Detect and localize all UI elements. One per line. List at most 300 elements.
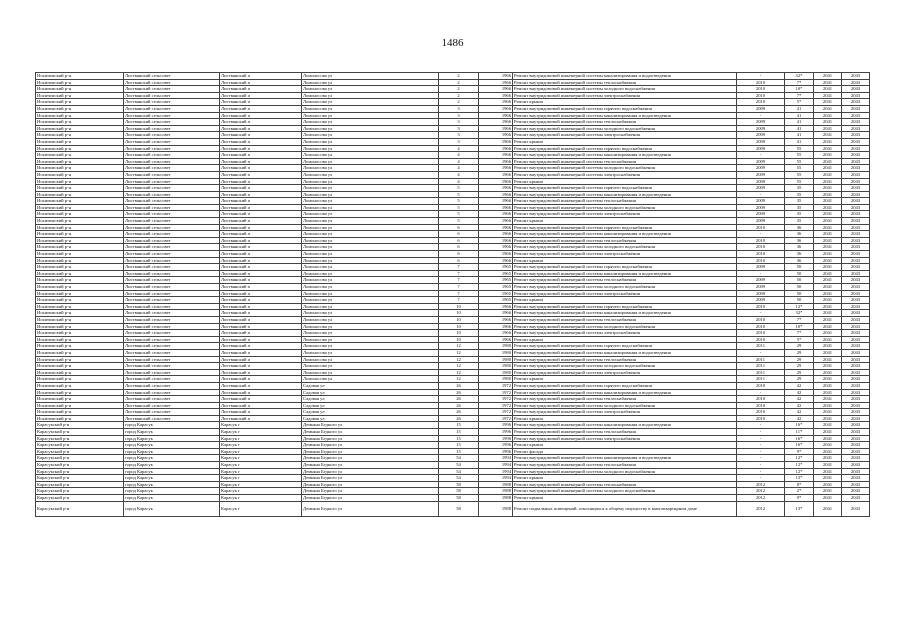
table-cell-house: 15 — [439, 442, 479, 449]
table-row — [36, 105, 870, 112]
table-cell-house: 54 — [439, 475, 479, 482]
table-cell-year_from: 2041 — [814, 86, 842, 93]
table-row — [36, 191, 870, 198]
table-cell-street: Демьяна Бедного ул — [302, 481, 439, 488]
table-cell-count: 29 — [785, 376, 814, 383]
table-row — [36, 290, 870, 297]
table-cell-year_planned: 2009 — [737, 218, 785, 225]
table-cell-year_to: 2043 — [842, 488, 870, 495]
table-cell-locality: Листвянский п — [220, 171, 302, 178]
table-cell-count: 2* — [785, 488, 814, 495]
table-row — [36, 125, 870, 132]
table-cell-street: Демьяна Бедного ул — [302, 501, 439, 516]
table-cell-count: 36 — [785, 251, 814, 258]
table-cell-count: 42 — [785, 409, 814, 416]
table-cell-year_planned: 2012 — [737, 481, 785, 488]
table-cell-house: 54 — [439, 462, 479, 469]
table-cell-work: Ремонт крыши — [513, 336, 737, 343]
table-cell-settlement: Листвянский сельсовет — [124, 152, 220, 159]
table-cell-year_from: 2041 — [814, 382, 842, 389]
table-cell-count: 12* — [785, 455, 814, 462]
table-cell-locality: Листвянский п — [220, 185, 302, 192]
table-cell-settlement: Листвянский сельсовет — [124, 198, 220, 205]
table-cell-count: 41 — [785, 138, 814, 145]
table-cell-locality: Листвянский п — [220, 270, 302, 277]
table-cell-settlement: Листвянский сельсовет — [124, 284, 220, 291]
table-cell-year: 1994 — [479, 462, 513, 469]
table-cell-year_planned: 2009 — [737, 138, 785, 145]
table-cell-locality: Листвянский п — [220, 277, 302, 284]
table-cell-count: 42 — [785, 415, 814, 422]
table-cell-year: 1988 — [479, 488, 513, 495]
table-cell-locality: Карасук г — [220, 475, 302, 482]
table-cell-street: Ломоносова ул — [302, 297, 439, 304]
table-cell-street: Демьяна Бедного ул — [302, 422, 439, 429]
table-cell-house: 3 — [439, 125, 479, 132]
table-cell-house: 6 — [439, 251, 479, 258]
table-cell-settlement: Листвянский сельсовет — [124, 356, 220, 363]
table-cell-year: 1966 — [479, 204, 513, 211]
table-cell-settlement: Листвянский сельсовет — [124, 330, 220, 337]
table-cell-year_from: 2041 — [814, 237, 842, 244]
table-cell-district: Искитимский р-н — [36, 198, 124, 205]
table-cell-district: Искитимский р-н — [36, 323, 124, 330]
table-cell-settlement: Листвянский сельсовет — [124, 86, 220, 93]
table-cell-year_from: 2041 — [814, 112, 842, 119]
table-cell-locality: Листвянский п — [220, 125, 302, 132]
table-cell-locality: Листвянский п — [220, 99, 302, 106]
table-cell-street: Ломоносова ул — [302, 218, 439, 225]
table-cell-year: 1965 — [479, 277, 513, 284]
table-cell-street: Садовая ул — [302, 415, 439, 422]
table-cell-count: 55 — [785, 145, 814, 152]
table-cell-count: 5* — [785, 336, 814, 343]
table-cell-year: 1966 — [479, 105, 513, 112]
table-cell-locality: Листвянский п — [220, 152, 302, 159]
table-cell-district: Карасукский р-н — [36, 435, 124, 442]
table-cell-year_planned: - — [737, 429, 785, 436]
table-cell-count: 35 — [785, 198, 814, 205]
table-cell-settlement: город Карасук — [124, 475, 220, 482]
table-cell-district: Искитимский р-н — [36, 270, 124, 277]
table-cell-count: 32* — [785, 73, 814, 80]
table-row — [36, 396, 870, 403]
table-cell-work: Ремонт крыши — [513, 178, 737, 185]
table-cell-year: 1966 — [479, 171, 513, 178]
table-cell-year: 1966 — [479, 79, 513, 86]
table-cell-street: Ломоносова ул — [302, 244, 439, 251]
table-cell-year: 1994 — [479, 475, 513, 482]
table-cell-street: Ломоносова ул — [302, 145, 439, 152]
table-cell-locality: Листвянский п — [220, 105, 302, 112]
table-cell-work: Ремонт внутридомовой инженерной системы холодного водоснабжения — [513, 284, 737, 291]
table-cell-year: 1988 — [479, 481, 513, 488]
table-cell-district: Искитимский р-н — [36, 303, 124, 310]
table-cell-locality: Листвянский п — [220, 415, 302, 422]
table-cell-count: 35 — [785, 191, 814, 198]
table-cell-settlement: Листвянский сельсовет — [124, 191, 220, 198]
table-cell-year_from: 2041 — [814, 79, 842, 86]
table-cell-district: Карасукский р-н — [36, 501, 124, 516]
table-cell-year_from: 2041 — [814, 224, 842, 231]
table-cell-settlement: Листвянский сельсовет — [124, 363, 220, 370]
table-cell-year_planned: 2010 — [737, 224, 785, 231]
table-cell-count: 36 — [785, 231, 814, 238]
table-cell-year_from: 2041 — [814, 244, 842, 251]
table-cell-year_from: 2041 — [814, 501, 842, 516]
table-cell-year: 1966 — [479, 99, 513, 106]
table-cell-year_planned: - — [737, 462, 785, 469]
table-cell-locality: Листвянский п — [220, 218, 302, 225]
table-cell-year_to: 2043 — [842, 402, 870, 409]
table-cell-district: Искитимский р-н — [36, 158, 124, 165]
table-cell-year: 1996 — [479, 448, 513, 455]
table-cell-settlement: город Карасук — [124, 462, 220, 469]
table-cell-street: Демьяна Бедного ул — [302, 429, 439, 436]
table-row — [36, 270, 870, 277]
table-cell-year_planned: 2009 — [737, 264, 785, 271]
table-cell-district: Искитимский р-н — [36, 382, 124, 389]
table-cell-year: 1980 — [479, 349, 513, 356]
table-cell-work: Ремонт внутридомовой инженерной системы канализирования и водоотведения — [513, 310, 737, 317]
table-row — [36, 158, 870, 165]
table-cell-work: Ремонт внутридомовой инженерной системы теплоснабжения — [513, 277, 737, 284]
table-cell-work: Ремонт фасада — [513, 448, 737, 455]
table-cell-year_planned: - — [737, 448, 785, 455]
table-cell-work: Ремонт внутридомовой инженерной системы горячего водоснабжения — [513, 224, 737, 231]
table-cell-settlement: город Карасук — [124, 468, 220, 475]
table-cell-year_from: 2041 — [814, 462, 842, 469]
table-cell-work: Ремонт крыши — [513, 475, 737, 482]
table-cell-district: Искитимский р-н — [36, 349, 124, 356]
table-cell-work: Ремонт внутридомовой инженерной системы горячего водоснабжения — [513, 343, 737, 350]
table-cell-count: 55 — [785, 178, 814, 185]
table-cell-year_from: 2041 — [814, 448, 842, 455]
table-cell-settlement: город Карасук — [124, 495, 220, 502]
table-cell-year: 1966 — [479, 251, 513, 258]
table-cell-year_to: 2043 — [842, 237, 870, 244]
table-row — [36, 462, 870, 469]
table-cell-locality: Листвянский п — [220, 224, 302, 231]
table-cell-year_from: 2041 — [814, 92, 842, 99]
table-cell-work: Ремонт крыши — [513, 99, 737, 106]
table-cell-street: Ломоносова ул — [302, 330, 439, 337]
table-cell-work: Ремонт внутридомовой инженерной системы теплоснабжения — [513, 79, 737, 86]
table-cell-year_to: 2043 — [842, 152, 870, 159]
table-cell-year: 1966 — [479, 198, 513, 205]
table-cell-locality: Листвянский п — [220, 73, 302, 80]
table-row — [36, 237, 870, 244]
table-cell-work: Ремонт внутридомовой инженерной системы теплоснабжения — [513, 429, 737, 436]
table-cell-district: Искитимский р-н — [36, 224, 124, 231]
table-cell-street: Ломоносова ул — [302, 349, 439, 356]
table-cell-house: 7 — [439, 297, 479, 304]
table-cell-year_to: 2043 — [842, 303, 870, 310]
table-cell-year_from: 2041 — [814, 145, 842, 152]
table-cell-district: Искитимский р-н — [36, 237, 124, 244]
table-cell-count: 7* — [785, 316, 814, 323]
table-cell-district: Искитимский р-н — [36, 376, 124, 383]
table-cell-work: Ремонт внутридомовой инженерной системы горячего водоснабжения — [513, 303, 737, 310]
table-cell-locality: Листвянский п — [220, 402, 302, 409]
table-cell-year: 1966 — [479, 178, 513, 185]
table-cell-district: Карасукский р-н — [36, 462, 124, 469]
table-cell-work: Ремонт внутридомовой инженерной системы электроснабжения — [513, 211, 737, 218]
table-cell-street: Демьяна Бедного ул — [302, 468, 439, 475]
table-cell-year: 1966 — [479, 257, 513, 264]
table-row — [36, 99, 870, 106]
table-cell-work: Ремонт внутридомовой инженерной системы канализирования и водоотведения — [513, 349, 737, 356]
table-cell-count: 32* — [785, 310, 814, 317]
table-cell-house: 3 — [439, 132, 479, 139]
table-cell-year: 1965 — [479, 297, 513, 304]
table-cell-year_from: 2041 — [814, 211, 842, 218]
table-cell-year_from: 2041 — [814, 435, 842, 442]
table-cell-year_to: 2043 — [842, 99, 870, 106]
table-cell-locality: Листвянский п — [220, 211, 302, 218]
table-cell-street: Ломоносова ул — [302, 237, 439, 244]
table-cell-street: Ломоносова ул — [302, 290, 439, 297]
table-cell-year_planned: 2009 — [737, 158, 785, 165]
table-cell-settlement: город Карасук — [124, 448, 220, 455]
table-cell-district: Искитимский р-н — [36, 138, 124, 145]
table-cell-year_from: 2041 — [814, 119, 842, 126]
table-cell-district: Искитимский р-н — [36, 310, 124, 317]
table-cell-year_to: 2043 — [842, 330, 870, 337]
table-cell-work: Ремонт крыши — [513, 415, 737, 422]
table-cell-work: Ремонт внутридомовой инженерной системы холодного водоснабжения — [513, 488, 737, 495]
table-cell-street: Демьяна Бедного ул — [302, 442, 439, 449]
table-cell-year_to: 2043 — [842, 277, 870, 284]
table-cell-locality: Карасук г — [220, 429, 302, 436]
table-cell-count: 50 — [785, 270, 814, 277]
table-cell-house: 26 — [439, 396, 479, 403]
table-cell-year_from: 2041 — [814, 369, 842, 376]
table-cell-street: Садовая ул — [302, 402, 439, 409]
table-cell-year_from: 2041 — [814, 488, 842, 495]
table-cell-settlement: Листвянский сельсовет — [124, 211, 220, 218]
table-cell-settlement: Листвянский сельсовет — [124, 396, 220, 403]
table-row — [36, 284, 870, 291]
table-cell-street: Ломоносова ул — [302, 310, 439, 317]
table-cell-year_from: 2041 — [814, 343, 842, 350]
table-row — [36, 369, 870, 376]
table-cell-year_from: 2041 — [814, 251, 842, 258]
table-cell-year_planned: 2011 — [737, 376, 785, 383]
table-cell-district: Искитимский р-н — [36, 389, 124, 396]
table-cell-year_to: 2043 — [842, 382, 870, 389]
table-cell-work: Ремонт внутридомовой инженерной системы канализирования и водоотведения — [513, 389, 737, 396]
table-row — [36, 297, 870, 304]
table-cell-district: Искитимский р-н — [36, 171, 124, 178]
table-row — [36, 488, 870, 495]
table-row — [36, 382, 870, 389]
table-cell-year_planned: 2010 — [737, 99, 785, 106]
table-row — [36, 316, 870, 323]
table-cell-district: Искитимский р-н — [36, 86, 124, 93]
table-cell-district: Искитимский р-н — [36, 277, 124, 284]
table-cell-year_planned: 2009 — [737, 178, 785, 185]
table-cell-year_to: 2043 — [842, 244, 870, 251]
table-cell-settlement: Листвянский сельсовет — [124, 270, 220, 277]
table-cell-settlement: Листвянский сельсовет — [124, 369, 220, 376]
table-cell-count: 55 — [785, 165, 814, 172]
table-cell-work: Ремонт внутридомовой инженерной системы холодного водоснабжения — [513, 323, 737, 330]
table-cell-year_from: 2041 — [814, 138, 842, 145]
table-cell-count: 36 — [785, 244, 814, 251]
table-cell-year_planned: 2010 — [737, 251, 785, 258]
table-cell-year_from: 2041 — [814, 152, 842, 159]
table-cell-house: 6 — [439, 244, 479, 251]
table-cell-year_planned: - — [737, 389, 785, 396]
table-row — [36, 409, 870, 416]
table-cell-locality: Листвянский п — [220, 290, 302, 297]
table-cell-street: Ломоносова ул — [302, 204, 439, 211]
table-cell-settlement: Листвянский сельсовет — [124, 303, 220, 310]
table-cell-count: 42 — [785, 382, 814, 389]
table-cell-settlement: город Карасук — [124, 429, 220, 436]
table-cell-settlement: Листвянский сельсовет — [124, 244, 220, 251]
table-cell-street: Ломоносова ул — [302, 99, 439, 106]
table-cell-year_planned: 2010 — [737, 396, 785, 403]
table-row — [36, 138, 870, 145]
table-row — [36, 73, 870, 80]
table-cell-year_to: 2043 — [842, 198, 870, 205]
table-cell-count: 12* — [785, 303, 814, 310]
table-cell-year_planned: 2009 — [737, 119, 785, 126]
table-cell-house: 15 — [439, 448, 479, 455]
table-cell-year_from: 2041 — [814, 105, 842, 112]
table-row — [36, 481, 870, 488]
table-row — [36, 356, 870, 363]
table-cell-house: 3 — [439, 119, 479, 126]
table-cell-locality: Листвянский п — [220, 336, 302, 343]
table-cell-house: 26 — [439, 389, 479, 396]
table-cell-house: 5 — [439, 218, 479, 225]
table-cell-year: 1966 — [479, 125, 513, 132]
table-cell-street: Демьяна Бедного ул — [302, 462, 439, 469]
table-cell-house: 4 — [439, 152, 479, 159]
table-cell-count: 36 — [785, 257, 814, 264]
table-cell-house: 2 — [439, 86, 479, 93]
table-cell-year: 1966 — [479, 145, 513, 152]
table-cell-year_to: 2043 — [842, 185, 870, 192]
table-cell-year_to: 2043 — [842, 165, 870, 172]
table-cell-work: Ремонт внутридомовой инженерной системы электроснабжения — [513, 435, 737, 442]
table-cell-street: Ломоносова ул — [302, 257, 439, 264]
table-cell-house: 12 — [439, 376, 479, 383]
table-cell-house: 7 — [439, 290, 479, 297]
table-row — [36, 204, 870, 211]
table-cell-house: 26 — [439, 409, 479, 416]
table-cell-year_planned: 2009 — [737, 125, 785, 132]
table-cell-locality: Листвянский п — [220, 297, 302, 304]
table-cell-year_planned: - — [737, 73, 785, 80]
table-cell-year: 1966 — [479, 132, 513, 139]
table-row — [36, 448, 870, 455]
table-cell-settlement: Листвянский сельсовет — [124, 415, 220, 422]
table-cell-house: 15 — [439, 435, 479, 442]
table-cell-settlement: Листвянский сельсовет — [124, 349, 220, 356]
table-cell-work: Ремонт внутридомовой инженерной системы электроснабжения — [513, 92, 737, 99]
table-cell-year_from: 2041 — [814, 356, 842, 363]
table-row — [36, 330, 870, 337]
table-cell-year: 1966 — [479, 323, 513, 330]
table-cell-year_from: 2041 — [814, 191, 842, 198]
table-cell-count: 35 — [785, 218, 814, 225]
table-cell-year_to: 2043 — [842, 171, 870, 178]
table-cell-locality: Листвянский п — [220, 396, 302, 403]
table-cell-year: 1980 — [479, 369, 513, 376]
table-cell-year_planned: 2009 — [737, 204, 785, 211]
table-cell-year_planned: 2009 — [737, 185, 785, 192]
table-cell-year_planned: - — [737, 191, 785, 198]
table-cell-settlement: Листвянский сельсовет — [124, 376, 220, 383]
table-cell-settlement: Листвянский сельсовет — [124, 178, 220, 185]
table-cell-settlement: Листвянский сельсовет — [124, 165, 220, 172]
table-cell-year_to: 2043 — [842, 481, 870, 488]
table-cell-work: Ремонт крыши — [513, 138, 737, 145]
table-row — [36, 224, 870, 231]
table-cell-settlement: Листвянский сельсовет — [124, 237, 220, 244]
table-cell-locality: Карасук г — [220, 448, 302, 455]
table-cell-street: Демьяна Бедного ул — [302, 495, 439, 502]
table-cell-year: 1966 — [479, 231, 513, 238]
table-cell-work: Ремонт внутридомовой инженерной системы канализирования и водоотведения — [513, 455, 737, 462]
table-cell-work: Ремонт внутридомовой инженерной системы канализирования и водоотведения — [513, 112, 737, 119]
table-cell-year_to: 2043 — [842, 119, 870, 126]
table-cell-locality: Карасук г — [220, 495, 302, 502]
table-cell-settlement: Листвянский сельсовет — [124, 92, 220, 99]
table-cell-year_from: 2041 — [814, 204, 842, 211]
table-cell-year_to: 2043 — [842, 145, 870, 152]
table-cell-year_to: 2043 — [842, 462, 870, 469]
table-cell-year: 1980 — [479, 343, 513, 350]
table-cell-count: 29 — [785, 356, 814, 363]
table-cell-year_planned: 2010 — [737, 79, 785, 86]
table-cell-district: Искитимский р-н — [36, 79, 124, 86]
table-cell-year_from: 2041 — [814, 257, 842, 264]
table-cell-settlement: Листвянский сельсовет — [124, 297, 220, 304]
table-cell-year: 1966 — [479, 336, 513, 343]
table-cell-count: 10* — [785, 86, 814, 93]
table-cell-year_planned: - — [737, 435, 785, 442]
table-cell-house: 2 — [439, 79, 479, 86]
table-cell-street: Ломоносова ул — [302, 316, 439, 323]
table-cell-year: 1966 — [479, 112, 513, 119]
table-cell-count: 8* — [785, 481, 814, 488]
table-cell-count: 16* — [785, 442, 814, 449]
table-cell-count: 41 — [785, 132, 814, 139]
table-cell-house: 7 — [439, 264, 479, 271]
table-cell-year_planned: - — [737, 468, 785, 475]
table-cell-count: 16* — [785, 422, 814, 429]
table-cell-street: Ломоносова ул — [302, 125, 439, 132]
table-cell-settlement: Листвянский сельсовет — [124, 73, 220, 80]
table-cell-district: Искитимский р-н — [36, 73, 124, 80]
table-cell-year_from: 2041 — [814, 429, 842, 436]
table-cell-locality: Листвянский п — [220, 389, 302, 396]
table-cell-year_to: 2043 — [842, 257, 870, 264]
table-cell-year: 1966 — [479, 119, 513, 126]
table-cell-district: Искитимский р-н — [36, 284, 124, 291]
table-cell-year_to: 2043 — [842, 448, 870, 455]
table-cell-year_to: 2043 — [842, 501, 870, 516]
table-cell-year_planned: - — [737, 349, 785, 356]
table-cell-year_planned: 2009 — [737, 290, 785, 297]
table-cell-locality: Карасук г — [220, 468, 302, 475]
table-cell-work: Ремонт внутридомовой инженерной системы теплоснабжения — [513, 396, 737, 403]
